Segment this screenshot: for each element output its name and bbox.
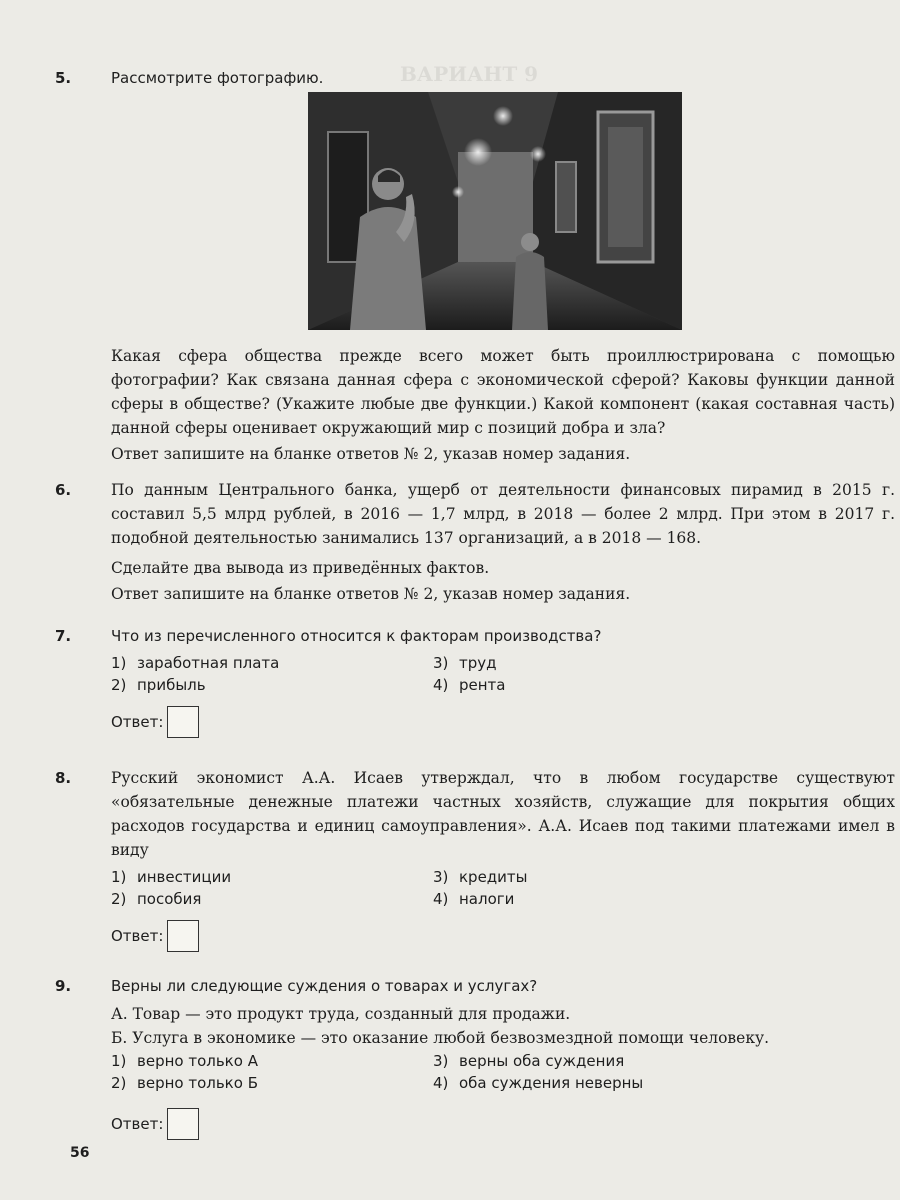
question-title: Рассмотрите фотографию. bbox=[111, 69, 324, 87]
option-2[interactable]: 2) верно только Б bbox=[111, 1074, 258, 1092]
option-1[interactable]: 1) инвестиции bbox=[111, 868, 232, 886]
answer-instruction: Ответ запишите на бланке ответов № 2, указав номер задания. bbox=[111, 445, 631, 463]
answer-box[interactable] bbox=[167, 1108, 199, 1140]
question-text: Что из перечисленного относится к факторам производства? bbox=[111, 627, 602, 645]
question-5-body bbox=[55, 344, 895, 466]
option-4[interactable]: 4) оба суждения неверны bbox=[433, 1074, 644, 1092]
question-7 bbox=[55, 624, 895, 738]
question-number: 7. bbox=[55, 627, 72, 645]
options-list bbox=[111, 652, 895, 696]
statement-a: А. Товар — это продукт труда, созданный для продажи. bbox=[111, 1005, 571, 1023]
options-list bbox=[111, 866, 895, 910]
question-number: 8. bbox=[55, 769, 72, 787]
question-8 bbox=[55, 766, 895, 952]
question-5 bbox=[55, 66, 895, 90]
option-2[interactable]: 2) пособия bbox=[111, 890, 202, 908]
option-2[interactable]: 2) прибыль bbox=[111, 676, 206, 694]
question-text: По данным Центрального банка, ущерб от деятельности финансовых пирамид в 2015 г. составил 5,5 млрд рублей, в 2016 — 1,7 млрд, в 2018 — более 2 млрд. При этом в 2017 г. подобной деятельностью занимались 137 организаций, а в 2018 — 168. bbox=[111, 481, 895, 547]
options-list bbox=[111, 1050, 895, 1094]
option-3[interactable]: 3) кредиты bbox=[433, 868, 528, 886]
statement-b: Б. Услуга в экономике — это оказание любой безвозмездной помощи человеку. bbox=[111, 1029, 770, 1047]
answer-box[interactable] bbox=[167, 920, 199, 952]
question-text: Русский экономист А.А. Исаев утверждал, что в любом государстве существуют «обязательные денежные платежи частных хозяйств, служащие для покрытия общих расходов государства и единиц самоуправления». А.А. Исаев под такими платежами имел в виду bbox=[111, 769, 895, 859]
question-task: Сделайте два вывода из приведённых фактов. bbox=[111, 559, 490, 577]
answer-row bbox=[111, 1108, 895, 1140]
answer-label: Ответ: bbox=[111, 713, 164, 731]
option-1[interactable]: 1) заработная плата bbox=[111, 654, 280, 672]
answer-row bbox=[111, 920, 895, 952]
option-3[interactable]: 3) верны оба суждения bbox=[433, 1052, 625, 1070]
answer-row bbox=[111, 706, 895, 738]
question-9 bbox=[55, 974, 895, 1140]
question-text: Какая сфера общества прежде всего может быть проиллюстрирована с помощью фотографии? Как связана данная сфера с экономической сферой? Каковы функции данной сферы в обществе? (Укажите любые две функции.) Какой компонент (какая составная часть) данной сферы оценивает окружающий мир с позиций добра и зла? bbox=[111, 347, 895, 437]
answer-label: Ответ: bbox=[111, 1115, 164, 1133]
question-text: Верны ли следующие суждения о товарах и услугах? bbox=[111, 977, 538, 995]
option-4[interactable]: 4) рента bbox=[433, 676, 506, 694]
page-number: 56 bbox=[70, 1145, 90, 1161]
question-6 bbox=[55, 478, 895, 606]
question-number: 6. bbox=[55, 481, 72, 499]
show-through: ВАРИАНТ 9 bbox=[400, 62, 539, 86]
option-4[interactable]: 4) налоги bbox=[433, 890, 515, 908]
question-number: 9. bbox=[55, 977, 72, 995]
option-1[interactable]: 1) верно только А bbox=[111, 1052, 258, 1070]
museum-photo bbox=[308, 92, 682, 330]
question-number: 5. bbox=[55, 69, 72, 87]
option-3[interactable]: 3) труд bbox=[433, 654, 497, 672]
answer-box[interactable] bbox=[167, 706, 199, 738]
answer-instruction: Ответ запишите на бланке ответов № 2, указав номер задания. bbox=[111, 585, 631, 603]
answer-label: Ответ: bbox=[111, 927, 164, 945]
